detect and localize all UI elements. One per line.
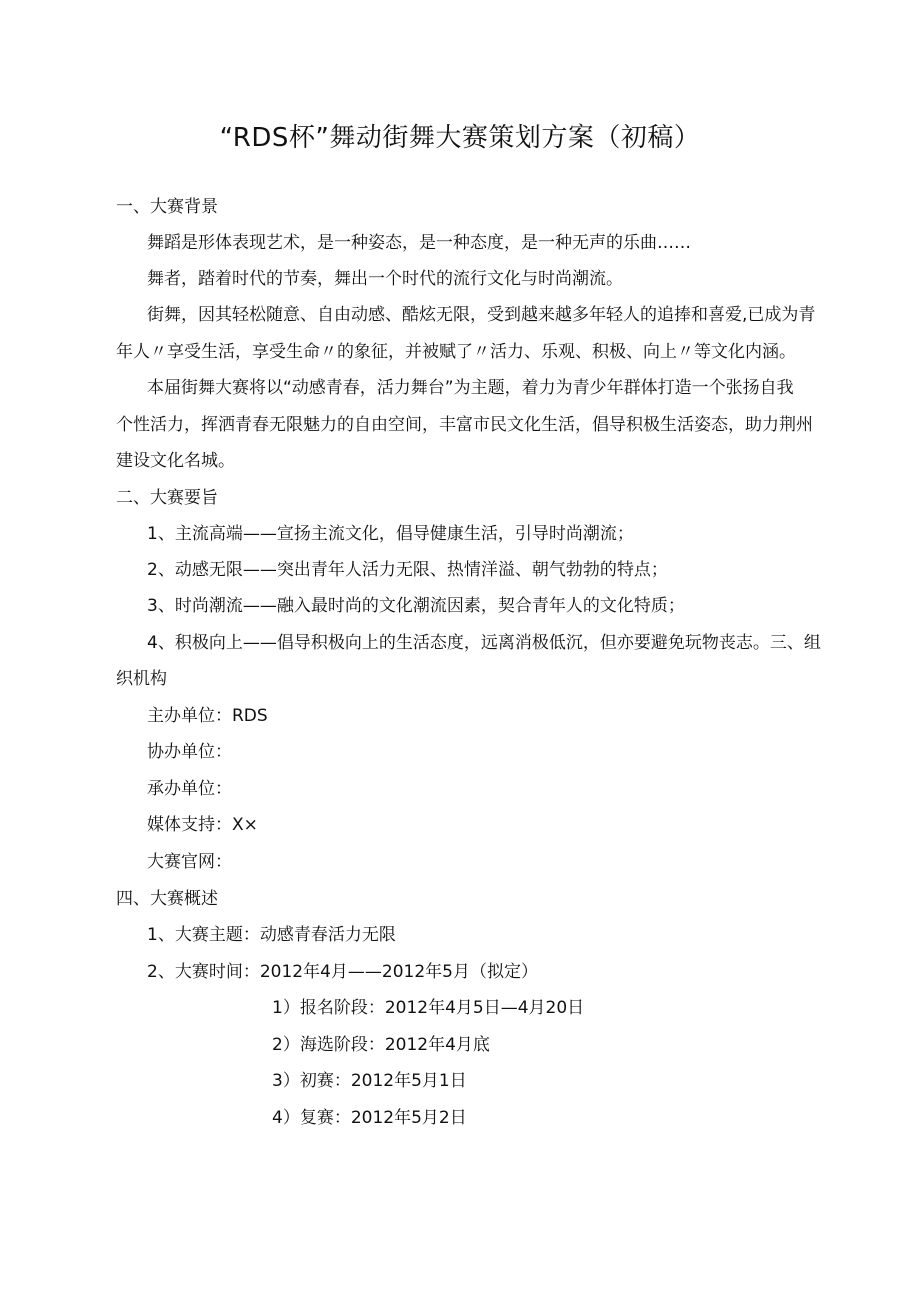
org-undertaker: 承办单位： [147, 779, 232, 799]
stage-item: 1）报名阶段：2012年4月5日—4月20日 [272, 998, 585, 1018]
paragraph-line: 街舞，因其轻松随意、自由动感、酷炫无限，受到越来越多年轻人的追捧和喜爱,已成为青 [147, 305, 816, 325]
paragraph-line: 舞蹈是形体表现艺术，是一种姿态，是一种态度，是一种无声的乐曲…… [147, 233, 691, 253]
list-item: 4、积极向上——倡导积极向上的生活态度，远离消极低沉，但亦要避免玩物丧志。三、组 [147, 633, 821, 653]
paragraph-line: 个性活力，挥洒青春无限魅力的自由空间，丰富市民文化生活，倡导积极生活姿态，助力荆州 [116, 415, 813, 435]
section-heading-overview: 四、大赛概述 [116, 889, 218, 909]
paragraph-line: 舞者，踏着时代的节奏，舞出一个时代的流行文化与时尚潮流。 [147, 269, 623, 289]
list-item: 2、动感无限——突出青年人活力无限、热情洋溢、朝气勃勃的特点； [147, 560, 668, 580]
document-title: “RDS杯”舞动街舞大赛策划方案（初稿） [219, 123, 701, 153]
overview-time: 2、大赛时间：2012年4月——2012年5月（拟定） [147, 962, 538, 982]
paragraph-line: 建设文化名城。 [116, 451, 235, 471]
paragraph-line: 年人〃享受生活，享受生命〃的象征，并被赋了〃活力、乐观、积极、向上〃等文化内涵。 [116, 342, 796, 362]
stage-item: 3）初赛：2012年5月1日 [272, 1071, 467, 1091]
stage-item: 2）海选阶段：2012年4月底 [272, 1035, 490, 1055]
list-item: 1、主流高端——宣扬主流文化，倡导健康生活，引导时尚潮流； [147, 524, 634, 544]
org-coorganizer: 协办单位： [147, 742, 232, 762]
stage-item: 4）复赛：2012年5月2日 [272, 1108, 467, 1128]
org-website: 大赛官网： [147, 852, 232, 872]
paragraph-line: 织机构 [116, 669, 167, 689]
section-heading-background: 一、大赛背景 [116, 197, 218, 217]
list-item: 3、时尚潮流——融入最时尚的文化潮流因素，契合青年人的文化特质； [147, 596, 685, 616]
org-host: 主办单位：RDS [147, 706, 268, 726]
paragraph-line: 本届街舞大赛将以“动感青春，活力舞台”为主题，着力为青少年群体打造一个张扬自我 [147, 378, 794, 398]
org-media: 媒体支持：X× [147, 815, 258, 835]
section-heading-purpose: 二、大赛要旨 [116, 488, 218, 508]
overview-theme: 1、大赛主题：动感青春活力无限 [147, 925, 396, 945]
